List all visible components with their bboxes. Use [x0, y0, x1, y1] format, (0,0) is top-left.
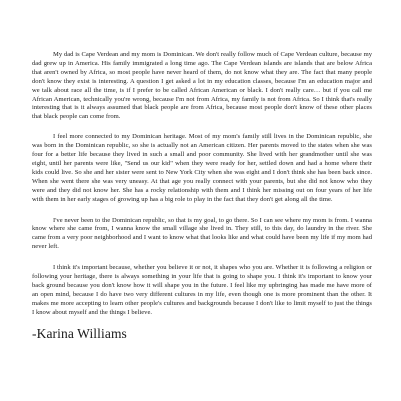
author-signature: -Karina Williams	[32, 325, 127, 341]
essay-paragraph-4: I think it's important because, whether you believe it or not, it shapes who you are. Whether it is following a religion or following your heritage, there is always something in your life that is going to shape you. I think it's important to know your back ground because you don't know how it will shape you in the future. I feel like my upbringing has made me have more of an open mind, because I do have two very different cultures in my life, even though one is more prominent than the other. It makes me more accepting to learn other people's cultures and backgrounds because I don't like to limit myself to just the things I know about myself and the things I believe.	[32, 264, 372, 316]
essay-paragraph-3: I've never been to the Dominican republic, so that is my goal, to go there. So I can see where my mom is from. I wanna know where she came from, I wanna know the small village she lived in. They still, to this day, do laundry in the river. She came from a very poor neighborhood and I want to know what that looks like and what could have been my life if my mom had never left.	[32, 216, 372, 251]
essay-paragraph-2: I feel more connected to my Dominican heritage. Most of my mom's family still lives in the Dominican republic, she was born in the Dominican republic, so she is actually not an American citizen. Her parents moved to the states when she was four for a better life because they lived in such a small and poor community. She lived with her grandmother until she was eight, until her parents were like, "Send us our kid" when they were ready for her, settled down and had a home where their kids could live. So she and her sister were sent to New York City when she was eight and I don't think she has been back since. When she went there she was very uneasy. At that age you really connect with your parents, but she did not know who they were and they did not know her. She has a rocky relationship with them and I think her missing out on four years of her life with them in her early stages of growing up has a big role to play in the fact that they don't get along all the time.	[32, 133, 372, 203]
essay-page	[32, 51, 372, 342]
essay-paragraph-1: My dad is Cape Verdean and my mom is Dominican. We don't really follow much of Cape Verdean culture, because my dad grew up in America. His family immigrated a long time ago. The Cape Verdean islands are islands that are below Africa that aren't owned by Africa, so most people have never heard of them, do not know what they are. The fact that many people don't know they exist is interesting. A question I get asked a lot in my education classes, because I'm an education major and we talk about race all the time, is if I prefer to be called African American or black. I don't really care… but if you call me African American, technically you're wrong, because I'm not from Africa, my family is not from Africa. So I think that's really interesting that is it always assumed that black people are from Africa, because most people don't know of these other places that black people can come from.	[32, 51, 372, 121]
